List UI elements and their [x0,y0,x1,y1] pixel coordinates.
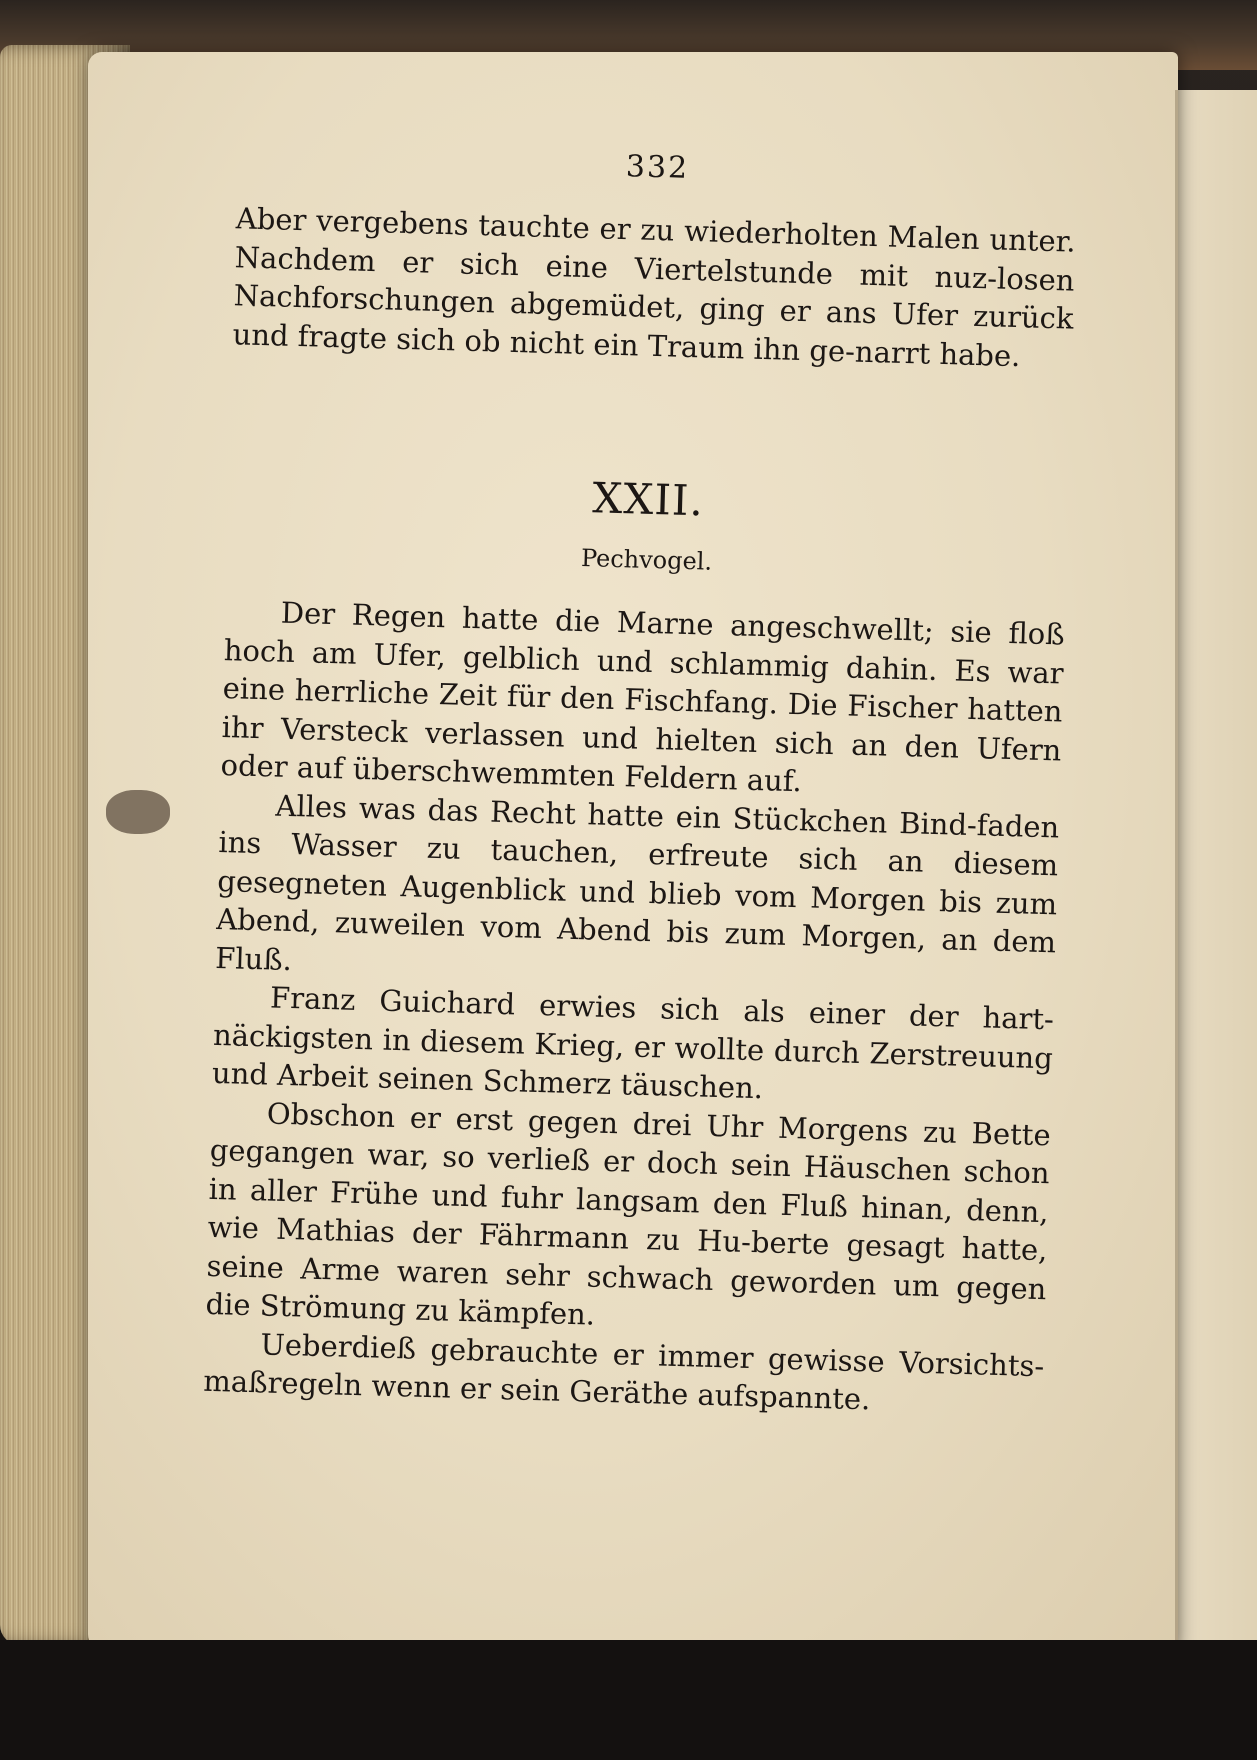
background-bottom [0,1640,1257,1760]
top-paragraph: Aber vergebens tauchte er zu wiederholten Malen unter. Nachdem er sich eine Viertelstunde mit nuz-losen Nachforschungen abgemüdet, ging er ans Ufer zurück und fragte sich ob nicht ein Traum ihn ge-narrt habe. [232,201,1077,373]
chapter-number: XXII. [591,473,705,526]
paragraph: Franz Guichard erwies sich als einer der hart-näckigsten in diesem Krieg, er wollte durch Zerstreuung und Arbeit seinen Schmerz täuschen. [211,980,1055,1106]
page-text-block [203,138,1078,1423]
paragraph: Alles was das Recht hatte ein Stückchen Bind-faden ins Wasser zu tauchen, erfreute sich an diesem gesegneten Augenblick und blieb vom Morgen bis zum Abend, zuweilen vom Abend bis zum Morgen, an dem Fluß. [214,788,1060,977]
page-stain [106,790,170,834]
page-number: 332 [625,149,690,186]
chapter-title: Pechvogel. [580,544,713,576]
paragraph: Der Regen hatte die Marne angeschwellt; sie floß hoch am Ufer, gelblich und schlammig dahin. Es war eine herrliche Zeit für den Fischfang. Die Fischer hatten ihr Versteck verlassen und hielten sich an den Ufern oder auf überschwemmten Feldern auf. [220,595,1066,799]
paragraph: Ueberdieß gebrauchte er immer gewisse Vorsichts-maßregeln wenn er sein Geräthe aufspannte. [202,1326,1045,1417]
gutter-line [1175,90,1178,1650]
paragraph: Obschon er erst gegen drei Uhr Morgens zu Bette gegangen war, so verließ er doch sein Häuschen schon in aller Frühe und fuhr langsam den Fluß hinan, denn, wie Mathias der Fährmann zu Hu-berte gesagt hatte, seine Arme waren sehr schwach geworden um gegen die Strömung zu kämpfen. [205,1095,1052,1332]
